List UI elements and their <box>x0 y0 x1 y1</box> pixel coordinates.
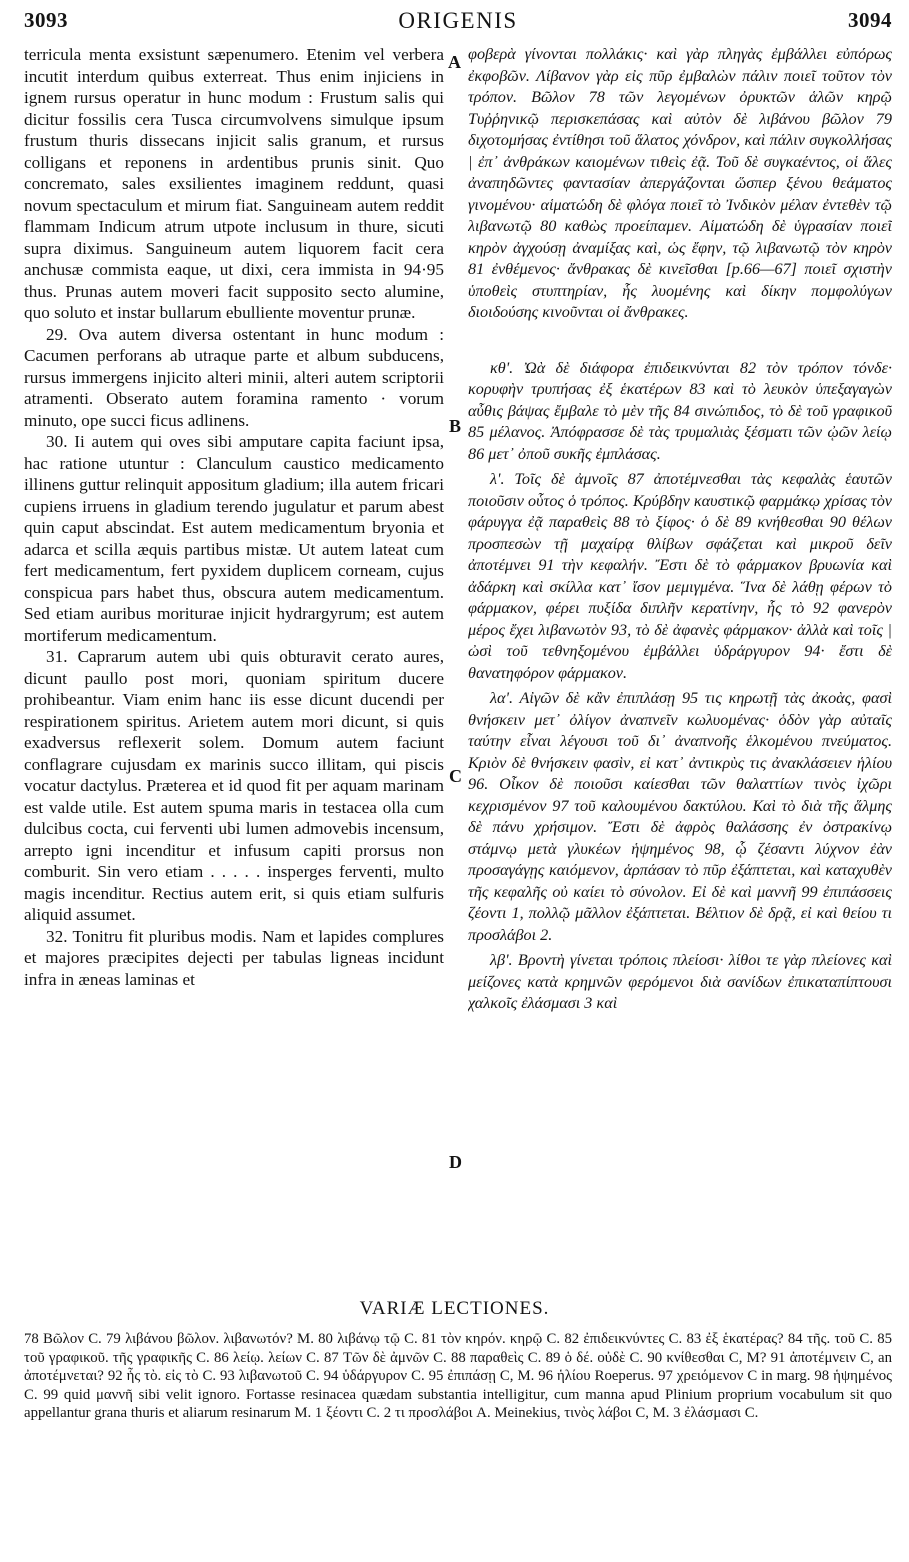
greek-paragraph: φοβερὰ γίνονται πολλάκις· καὶ γὰρ πληγὰς ἐμβάλλει εὐπόρως ἐκφοβῶν. Λίβανον γὰρ εἰς πῦρ ἐμβαλὼν πάλιν ποιεῖ τοῦτον τὸν τρόπον. Βῶλον 78 τῶν λεγομένων ὀρυκτῶν ἁλῶν κηρῷ Τυῤῥηνικῷ περισκεπάσας καὶ αὐτὸν δὲ λιβάνου βῶλον 79 διχοτομήσας ἐντίθησι τοῦ ἅλατος χόνδρον, καὶ πάλιν συγκολλήσας | ἐπ᾽ ἀνθράκων καιομένων τιθεὶς ἐᾷ. Τοῦ δὲ συγκαέντος, οἱ ἅλες ἀναπηδῶντες φαντασίαν ἀπεργάζονται ὥσπερ ξένου θεάματος γινομένου· αἱματώδη δὲ φλόγα ποιεῖ τὸ Ἰνδικὸν μέλαν ἐντεθὲν τῷ λιβανωτῷ 80 καθὼς προείπαμεν. Αἱματώδη δὲ ὑγρασίαν ποιεῖ κηρὸν ἀγχούσῃ ἀναμίξας καὶ, ὡς ἔφην, τῷ λιβανωτῷ τὸν κηρὸν 81 ἐνθέμενος· ἄνθρακας δὲ κινεῖσθαι [p.66—67] ποιεῖ σχιστὴν ὑποθεὶς στυπτηρίαν, ἧς λυομένης καὶ δίκην πομφολύγων διοιδούσης κινοῦνται οἱ ἄνθρακες. <box>468 45 892 321</box>
margin-letter-a: A <box>448 52 461 72</box>
latin-column <box>24 44 444 990</box>
latin-paragraph-31: 31. Caprarum autem ubi quis obturavit cerato aures, dicunt paullo post mori, quoniam spiritum ducere prohibeantur. Viam enim hanc iis esse dicunt ducendi per respirationem spiritus. Arietem autem mori dicunt, si quis exadversus reflexerit solem. Domum autem faciunt conflagrare cujusdam ex marinis succo illitam, qui piscis vocatur dactylus. Præterea et id quod fit per aquam marinam est valde utile. Est autem spuma maris in testacea olla cum dulcibus cocta, cui ferventi ubi lumen admovebis incensum, arrepto igni incenditur et infusum capiti prorsus non comburit. Sin vero etiam . . . . . insperges ferventi, multo magis incenditur. Rectius autem erit, si quis etiam sulfuris aliquid assumet. <box>24 647 444 924</box>
latin-paragraph-30: 30. Ii autem qui oves sibi amputare capita faciunt ipsa, hac ratione utuntur : Clanculum caustico medicamento illinens guttur relinquit appositum gladium; illa autem fricari cupiens irruens in gladium terendo jugulatur et parum abest quin caput abscindat. Est autem medicamentum bryonia et adarca et scilla æquis partibus mistæ. Ut autem lateat cum fert medicamentum, fert pyxidem duplicem corneam, cujus conspicua pars habet thus, obscura autem medicamentum. Sed etiam auribus moriturae injicit hydrargyrum; est autem mortiferum medicamentum. <box>24 432 444 645</box>
greek-paragraph-32: λβ'. Βροντὴ γίνεται τρόποις πλείοσι· λίθοι τε γὰρ πλείονες καὶ μείζονες κατὰ κρημνῶν φερόμενοι διὰ σανίδων ἐπικαταπίπτουσι χαλκοῖς ἐλάσμασι 3 καὶ <box>468 951 892 1012</box>
variae-lectiones-notes: 78 Βῶλον C. 79 λιβάνου βῶλον. λιβανωτόν? M. 80 λιβάνῳ τῷ C. 81 τὸν κηρόν. κηρῷ C. 82 ἐπιδεικνύντες C. 83 ἐξ ἑκατέρας? 84 τῆς. τοῦ C. 85 τοῦ γραφικοῦ. τῆς γραφικῆς C. 86 λείῳ. λείων C. 87 Τῶν δὲ ἀμνῶν C. 88 παραθεὶς C. 89 ὁ δέ. οὐδὲ C. 90 κνίθεσθαι C, M? 91 ἀποτέμνειν C, an ἀποτέμνεται? 92 ἧς τὸ. εἰς τὸ C. 93 λιβανωτοῦ C. 94 ὑδάργυρον C. 95 ἐπιπάσῃ C, M. 96 ἡλίου Roeperus. 97 χρειόμενον C in marg. 98 ἡψημένος C. 99 quid μαννῆ sibi velit ignoro. Fortasse resinacea quædam substantia intelligitur, cum manna apud Plinium proprium vocabulum sit quo appellantur grana thuris et aliarum resinarum M. 1 ξέοντι C. 2 τι προσλάβοι A. Meinekius, τινὸς λάβοι C, M. 3 ἐλάσμασι C. <box>24 1331 892 1421</box>
margin-letter-b: B <box>449 416 462 436</box>
variae-lectiones-title: VARIÆ LECTIONES. <box>359 1298 550 1319</box>
margin-letter-c: C <box>449 766 462 786</box>
running-title: ORIGENIS <box>398 8 518 33</box>
greek-paragraph-30: λ'. Τοῖς δὲ ἀμνοῖς 87 ἀποτέμνεσθαι τὰς κεφαλὰς ἑαυτῶν ποιοῦσιν οὗτος ὁ τρόπος. Κρύβδην καυστικῷ φαρμάκῳ χρίσας τὸν φάρυγγα ἐᾷ παραθεὶς 88 τὸ ξίφος· ὁ δὲ 89 κνήθεσθαι 90 θέλων προσπεσὼν τῇ μαχαίρᾳ θλίβων σφάζεται καὶ μικροῦ δεῖν ἀποτέμνει 91 τὴν κεφαλήν. Ἔστι δὲ τὸ φάρμακον βρυωνία καὶ ἀδάρκη καὶ σκίλλα κατ᾽ ἴσον μεμιγμένα. Ἵνα δὲ λάθῃ φέρων τὸ φάρμακον, φέρει πυξίδα διπλῆν κερατίνην, ἧς τὸ 92 φανερὸν μέρος ἔχει λιβανωτὸν 93, τὸ δὲ ἀφανὲς φάρμακον· ἀλλὰ καὶ τοῖς | ὠσὶ τοῦ τεθνηξομένου ἐμβάλλει ὑδράργυρον 94· ἔστι δὲ θανατηφόρον φάρμακον. <box>468 470 892 682</box>
greek-column <box>468 44 892 1015</box>
page-number-right: 3094 <box>848 8 892 32</box>
latin-paragraph: terricula menta exsistunt sæpenumero. Etenim vel verbera incutit interdum quibus exterreat. Thus enim injiciens in ignem rursus operatur in hunc modum : Frustum salis qui dicitur fossilis cera Tusca circumvolvens simulque ipsum frustum thuris dissecans injicit salis granum, et rursus colligans et reponens in ardentibus prunis sinit. Quo concremato, sales exsilientes imaginem reddunt, quasi novum spectaculum et mirum fiat. Sanguineam autem reddit flammam Indicum atrum utpote inclusum in thure, sicuti supra diximus. Sanguineum autem liquorem facit cera anchusæ commista eaque, ut dixi, cera immista in 94·95 thus. Prunas autem moveri facit supposito secto alumine, quo soluto et instar bullarum ebulliente moventur prunæ. <box>24 45 444 322</box>
margin-letter-d: D <box>449 1152 462 1172</box>
latin-paragraph-32: 32. Tonitru fit pluribus modis. Nam et lapides complures et majores præcipites dejecti per tabulas ligneas incidunt infra in æneas laminas et <box>24 926 444 989</box>
greek-paragraph-29: κθ'. Ὠὰ δὲ διάφορα ἐπιδεικνύνται 82 τὸν τρόπον τόνδε· κορυφὴν τρυπήσας ἐξ ἑκατέρων 83 καὶ τὸ λευκὸν ὑπεξαγαγὼν αὖθις βάψας ἔμβαλε τὸ μὲν τῆς 84 σινώπιδος, τὸ δὲ τοῦ γραφικοῦ 85 μέλανος. Ἀπόφρασσε δὲ τὰς τρυμαλιὰς ξέσματι τῶν ᾠῶν λείῳ 86 μετ᾽ ὀποῦ συκῆς ἐμπλάσας. <box>468 358 892 463</box>
running-header <box>24 8 892 40</box>
page-number-left: 3093 <box>24 8 68 32</box>
latin-paragraph-29: 29. Ova autem diversa ostentant in hunc modum : Cacumen perforans ab utraque parte et album subducens, rursus immergens injicito alteri minii, alteri autem scriptorii atramenti. Obserato autem foramina ramento · vorum minuto, ope succi ficus adlinens. <box>24 324 444 430</box>
greek-paragraph-31: λα'. Αἰγῶν δὲ κἂν ἐπιπλάσῃ 95 τις κηρωτῇ τὰς ἀκοὰς, φασὶ θνήσκειν μετ᾽ ὀλίγον ἀναπνεῖν κωλυομένας· ὁδὸν γὰρ αὐταῖς ταύτην εἶναι λέγουσι τοῦ δι᾽ ἀναπνοῆς ἑλκομένου πνεύματος. Κριὸν δὲ θνήσκειν φασὶν, εἰ κατ᾽ ἀντικρὺς τις ἀνακλάσειεν ἡλίου 96. Οἶκον δὲ ποιοῦσι καίεσθαι τῶν θαλαττίων τινὸς ἰχῶρι κεχρισμένον 97 τοῦ καλουμένου δακτύλου. Καὶ τὸ διὰ τῆς ἅλμης δὲ πάνυ χρήσιμον. Ἔστι δὲ ἀφρὸς θαλάσσης ἐν ὀστρακίνῳ στάμνῳ μετὰ γλυκέων ἡψημένος 98, ᾧ ζέσαντι λύχνον ἐὰν προσαγάγῃς καιόμενον, ἁρπάσαν τὸ πῦρ ἐξάπτεται, καὶ καταχυθὲν τῆς κεφαλῆς οὐ καίει τὸ σύνολον. Εἰ δὲ καὶ μαννῆ 99 ἐπιπάσσεις ζέοντι 1, πολλῷ μᾶλλον ἐξάπτεται. Βέλτιον δὲ δρᾷ, εἰ καὶ θείου τι προσλάβοι 2. <box>468 689 892 944</box>
